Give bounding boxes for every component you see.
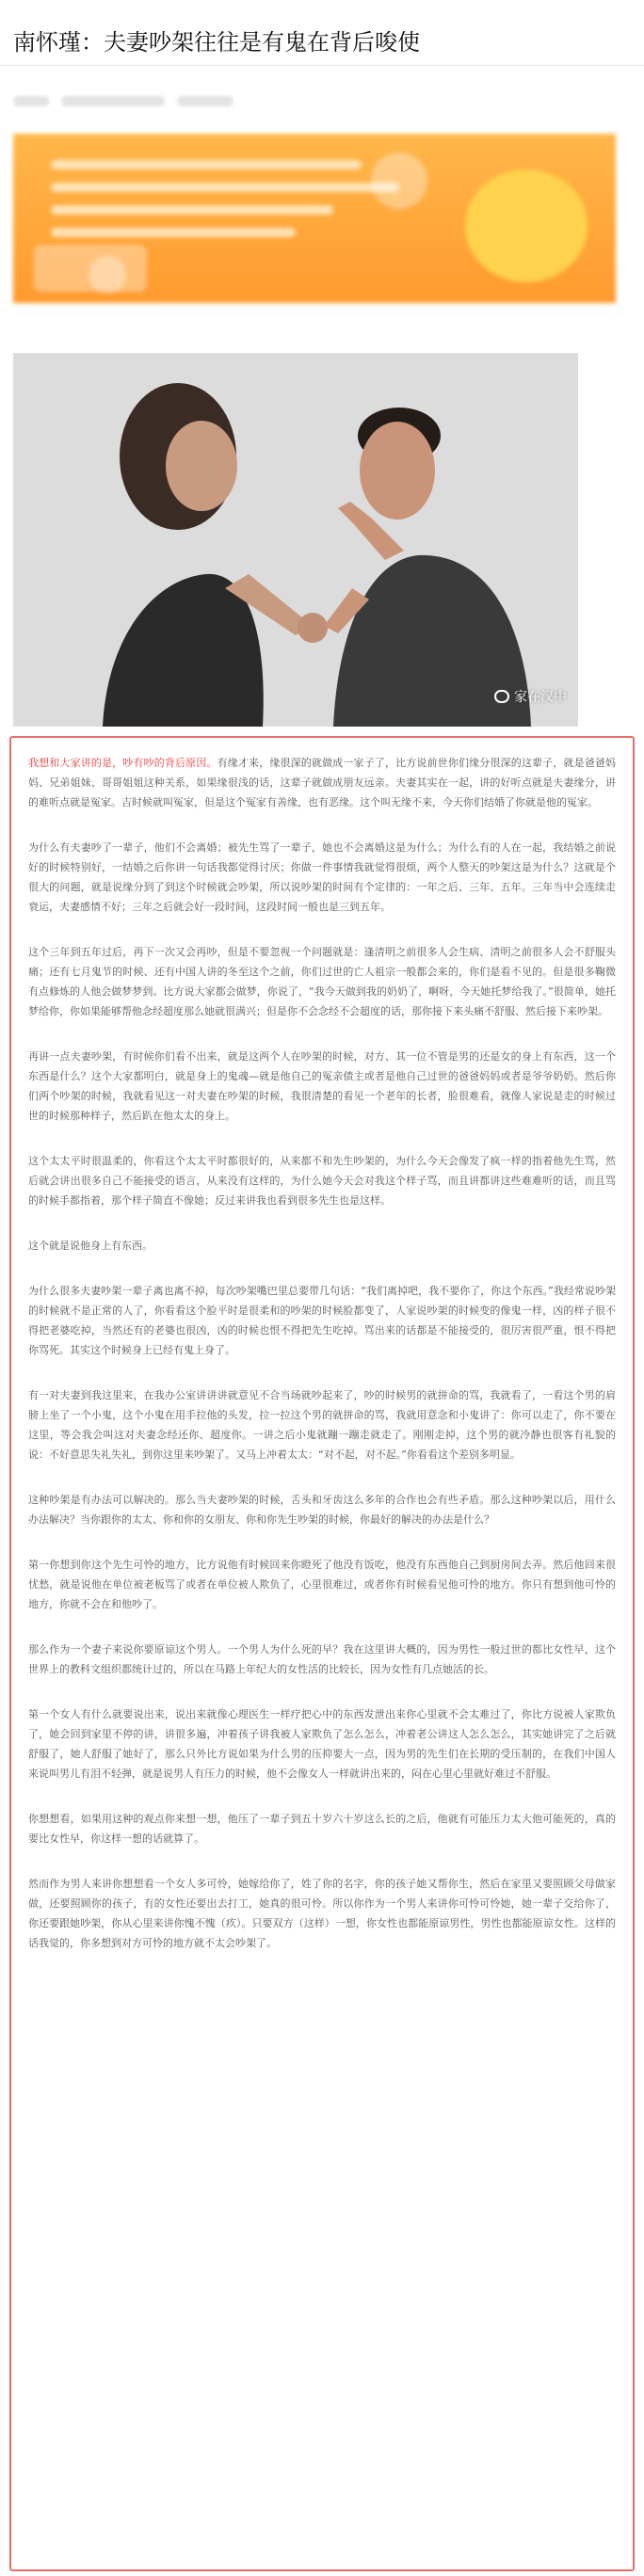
paragraph-1 (28, 753, 616, 812)
banner-logo (34, 245, 147, 292)
couple-arguing-illustration (13, 353, 578, 727)
article-body (9, 736, 635, 2571)
page-title: 南怀瑾：夫妻吵架往往是有鬼在背后唆使 (13, 29, 420, 56)
meta-date-blurred (13, 96, 49, 106)
banner-image (13, 134, 616, 303)
paragraph-9: 这种吵架是有办法可以解决的。那么当夫妻吵架的时候，舌头和牙齿这么多年的合作也会有些矛盾。那么这种吵架以后，用什么办法解决？当你跟你的太太、你和你的女朋友、你和你先生吵架的时候，你最好的解决的办法是什么？ (28, 1494, 616, 1526)
paragraph-2: 为什么有夫妻吵了一辈子，他们不会离婚；被先生骂了一辈子，她也不会离婚这是为什么；为什么有的人在一起，我结婚之前说好的时候特别好，一结婚之后你讲一句话我都觉得讨厌；你做一件事情我就觉得很烦，两个人整天的吵架这是为什么？这就是个很大的问题，就是说缘分到了到这个时候就会吵架，所以说吵架的时间有个定律的：一年之后、三年、五年。三年当中会连续走衰运，夫妻感情不好；三年之后就会好一段时间，这段时间一般也是三到五年。 (28, 841, 616, 913)
paragraph-11: 那么作为一个妻子来说你要原谅这个男人。一个男人为什么死的早？我在这里讲大概的，因为男性一般过世的都比女性早，这个世界上的教科文组织都统计过的，所以在马路上年纪大的女性活的比较长，因为女性有几点她活的长。 (28, 1643, 616, 1675)
paragraph-7: 为什么很多夫妻吵架一辈子离也离不掉，每次吵架嘴巴里总要带几句话：“我们离掉吧，我不要你了，你这个东西。”我经常说吵架的时候就不是正常的人了，你看看这个脸平时是很柔和的吵架的时候脸都变了，人家说吵架的时候变的像鬼一样，凶的样子很不得把老婆吃掉，当然还有的老婆也很凶，凶的时候也恨不得把先生吃掉。骂出来的话都是不能接受的，很厉害很严重，恨不得把你骂死。其实这个时候身上已经有鬼上身了。 (28, 1285, 616, 1356)
wechat-icon (494, 690, 509, 703)
banner-text-line (51, 228, 296, 237)
paragraph-5: 这个太太平时很温柔的，你看这个太太平时都很好的，从来都不和先生吵架的，为什么今天会像发了疯一样的指着他先生骂，然后就会讲出很多自己不能接受的语言，从来没有这样的，为什么她今天会对我这个样子骂，而且讲都讲这些难难听的话，而且骂的时候手都指着，那个样子简直不像她；反过来讲我也看到很多先生也是这样。 (28, 1155, 616, 1207)
photo-watermark (494, 687, 567, 706)
paragraph-12: 第一个女人有什么就要说出来，说出来就像心理医生一样疗把心中的东西发泄出来你心里就不会太难过了，你比方说被人家欺负了，她会回到家里不停的讲，讲很多遍，冲着孩子讲我被人家欺负了怎么怎么，冲着老公讲这人怎么怎么，其实她讲完了之后就舒服了，她人舒服了她好了，那么只外比方说如果为什么男的压抑要大一点，因为男的先生们在长期的受压制的，在我们中国人来说叫男儿有泪不轻弹，就是说男人有压力的时候，他不会像女人一样就讲出来的，闷在心里心里就好难过不舒服。 (28, 1708, 616, 1780)
highlight-lead: 我想和大家讲的是，吵有吵的背后原因。 (28, 757, 217, 769)
paragraph-4: 再讲一点夫妻吵架，有时候你们看不出来，就是这两个人在吵架的时候，对方、其一位不管是男的还是女的身上有东西，这一个东西是什么？这个大家都明白，就是身上的鬼魂—就是他自己的冤亲债主或者是他自己过世的爸爸妈妈或者是爷爷奶奶。然后你们两个吵架的时候，我就看见这一对夫妻在吵架的时候，我很清楚的看见一个老年的长者，脸很难看，就像人家说是走的时候过世的时候那种样子，然后趴在他太太的身上。 (28, 1050, 616, 1122)
paragraph-14: 然而作为男人来讲你想想看一个女人多可怜，她嫁给你了，姓了你的名字，你的孩子她又帮你生，然后在家里又要照顾父母做家做，还要照顾你的孩子，有的女性还要出去打工，她真的很可怜。所以你作为一个男人来讲你可怜可怜她，她一辈子交给你了，你还要跟她吵架，你从心里来讲你愧不愧（疚）。只要双方（这样）一想，你女性也都能原谅男性，男性也都能原谅女性。这样的话我觉的，你多想到对方可怜的地方就不太会吵架了。 (28, 1878, 616, 1949)
paragraph-10: 第一你想到你这个先生可怜的地方，比方说他有时候回来你瞪死了他没有饭吃，他没有东西他自己到厨房间去弄。然后他回来很忧愁，就是说他在单位被老板骂了或者在单位被人欺负了，心里很难过，或者你有时候看见他可怜的地方。你只有想到他可怜的地方，你就不会在和他吵了。 (28, 1559, 616, 1610)
banner-text-line (51, 160, 362, 169)
banner-text-line (51, 205, 333, 215)
paragraph-8: 有一对夫妻到我这里来，在我办公室讲讲讲就意见不合当场就吵起来了，吵的时候男的就拼命的骂，我就看了，一看这个男的肩膀上坐了一个小鬼，这个小鬼在用手拉他的头发，拉一拉这个男的就拼命的骂，我就用意念和小鬼讲了：你可以走了，你不要在这里，等会我会叫这对夫妻念经还你、超度你。一讲之后小鬼就蹦一蹦走就走了。刚刚走掉，这个男的就冷静也很客有礼貌的说：不好意思失礼失礼，到你这里来吵架了。又马上冲着太太：“对不起，对不起。”你看看这个差别多明显。 (28, 1389, 616, 1461)
meta-source-blurred (61, 96, 165, 106)
paragraph-3: 这个三年到五年过后，再下一次又会再吵，但是不要忽视一个问题就是：逢清明之前很多人会生病、清明之前很多人会不舒服头痛；还有七月鬼节的时候、还有中国人讲的冬至这个之前，你们过世的亡人祖宗一般都会来的，你们是看不见的。但是很多鞠微有点修炼的人他会做梦梦到。比方说大家都会做梦，你说了，“我今天做到我的奶奶了，啊呀，今天她托梦给我了。”很简单，她托梦给你，你如果能够帮他念经超度那么她就很满兴；但是你不会念经不会超度的话，那你接下来头痛不舒服、然后接下来吵架。 (28, 946, 616, 1017)
article-photo (13, 353, 578, 727)
article-header (0, 0, 644, 66)
woman-face (166, 421, 237, 511)
banner-character (465, 169, 588, 282)
woman-fist (298, 613, 328, 643)
man-face (360, 422, 435, 520)
banner-decoration (371, 152, 427, 209)
meta-author-blurred (177, 96, 233, 106)
paragraph-text: 有缘才来，缘很深的就做成一家子了，比方说前世你们缘分很深的这辈子，就是爸爸妈妈、兄弟姐妹、哥哥姐姐这种关系，如果缘很浅的话，这辈子就做成朋友远亲。夫妻其实在一起，讲的好听点就是夫妻缘分，讲的难听点就是冤家。吉时候就叫冤家，但是这个冤家有善缘，也有恶缘。这个叫无缘不来，今天你们结婚了你就是他的冤家。 (28, 757, 617, 808)
paragraph-13: 你想想看，如果用这种的观点你来想一想，他压了一辈子到五十岁六十岁这么长的之后，他就有可能压力太大他可能死的，真的要比女性早，你这样一想的话就算了。 (28, 1813, 616, 1845)
watermark-text: 家在汉中 (514, 690, 567, 705)
banner-text-line (51, 183, 399, 192)
paragraph-6: 这个就是说他身上有东西。 (28, 1240, 153, 1252)
article-meta (13, 92, 314, 111)
